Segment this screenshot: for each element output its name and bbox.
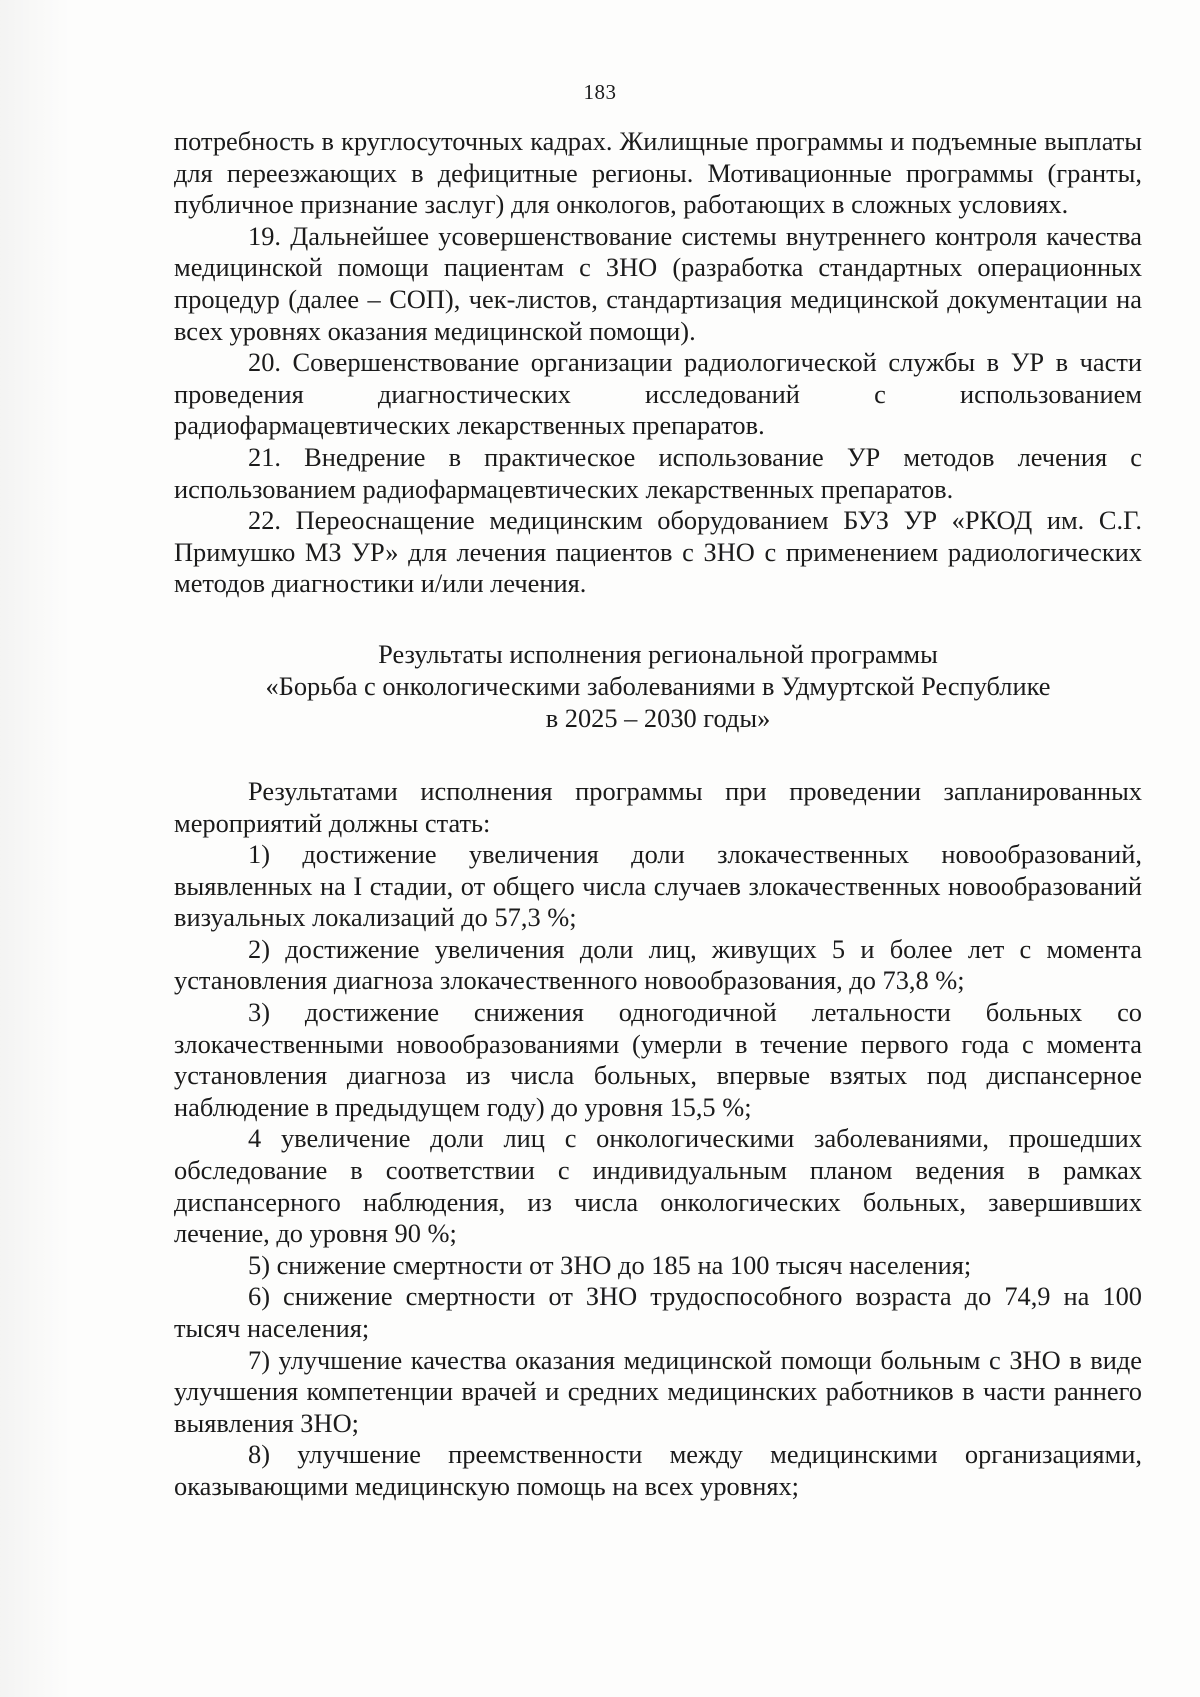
result-item-2: 2) достижение увеличения доли лиц, живущих 5 и более лет с момента установления диагноза злокачественного новообразования, до 73,8 %; — [174, 933, 1142, 996]
result-item-4: 4 увеличение доли лиц с онкологическими заболеваниями, прошедших обследование в соответствии с индивидуальным планом ведения в рамках диспансерного наблюдения, из числа онкологических больных, завершивших лечение, до уровня 90 %; — [174, 1123, 1142, 1249]
paragraph-item-19: 19. Дальнейшее усовершенствование системы внутреннего контроля качества медицинской помощи пациентам с ЗНО (разработка стандартных операционных процедур (далее – СОП), чек-листов, стандартизация медицинской документации на всех уровнях оказания медицинской помощи). — [174, 220, 1142, 346]
paragraph-continuation: потребность в круглосуточных кадрах. Жилищные программы и подъемные выплаты для переезжающих в дефицитные регионы. Мотивационные программы (гранты, публичное признание заслуг) для онкологов, работающих в сложных условиях. — [174, 126, 1142, 220]
section-heading-line-1: Результаты исполнения региональной программы — [378, 638, 938, 669]
result-item-7: 7) улучшение качества оказания медицинской помощи больным с ЗНО в виде улучшения компетенции врачей и средних медицинских работников в части раннего выявления ЗНО; — [174, 1344, 1142, 1438]
results-intro: Результатами исполнения программы при проведении запланированных мероприятий должны стать: — [174, 775, 1142, 838]
result-item-6: 6) снижение смертности от ЗНО трудоспособного возраста до 74,9 на 100 тысяч населения; — [174, 1281, 1142, 1343]
paragraph-item-20: 20. Совершенствование организации радиологической службы в УР в части проведения диагностических исследований с использованием радиофармацевтических лекарственных препаратов. — [174, 347, 1142, 441]
result-item-5: 5) снижение смертности от ЗНО до 185 на 100 тысяч населения; — [248, 1249, 972, 1280]
paragraph-item-22: 22. Переоснащение медицинским оборудованием БУЗ УР «РКОД им. С.Г. Примушко МЗ УР» для лечения пациентов с ЗНО с применением радиологических методов диагностики и/или лечения. — [174, 505, 1142, 599]
paragraph-item-21: 21. Внедрение в практическое использование УР методов лечения с использованием радиофармацевтических лекарственных препаратов. — [174, 441, 1142, 504]
page-number: 183 — [583, 80, 617, 104]
result-item-1: 1) достижение увеличения доли злокачественных новообразований, выявленных на I стадии, от общего числа случаев злокачественных новообразований визуальных локализаций до 57,3 %; — [174, 839, 1142, 933]
section-heading-line-2: «Борьба с онкологическими заболеваниями в Удмуртской Республике — [265, 670, 1051, 701]
section-heading-line-3: в 2025 – 2030 годы» — [545, 702, 771, 733]
section-heading — [174, 638, 1142, 734]
result-item-8: 8) улучшение преемственности между медицинскими организациями, оказывающими медицинскую помощь на всех уровнях; — [174, 1439, 1142, 1501]
result-item-3: 3) достижение снижения одногодичной летальности больных со злокачественными новообразованиями (умерли в течение первого года с момента установления диагноза из числа больных, впервые взятых под диспансерное наблюдение в предыдущем году) до уровня 15,5 %; — [174, 997, 1142, 1122]
scan-edge-shading — [0, 0, 70, 1697]
page-body — [174, 126, 1142, 1503]
